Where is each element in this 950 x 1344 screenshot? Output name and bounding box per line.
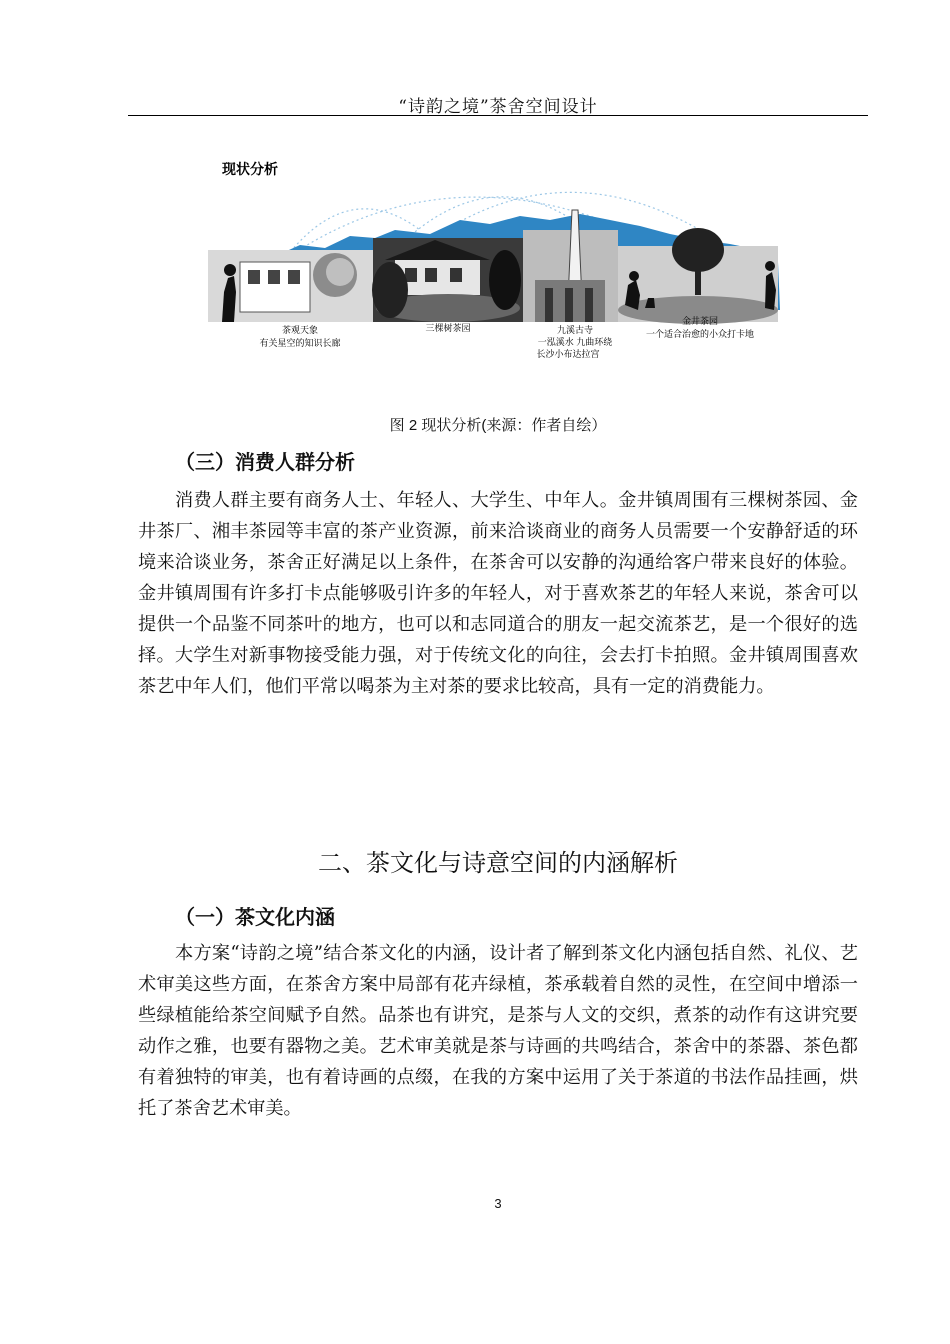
site3-desc-2: 长沙小布达拉宫 [536,349,600,359]
page-number: 3 [494,1196,502,1211]
panel-sankeshu-tea-garden [372,238,523,322]
header-rule [128,115,868,116]
panel-observatory [208,250,373,322]
section-heading-tea-culture: （一）茶文化内涵 [175,907,335,929]
figure-title: 现状分析 [222,161,278,177]
site-analysis-illustration [200,150,785,370]
site1-name: 茶观天象 [281,325,319,335]
figure-caption: 图 2 现状分析(来源：作者自绘） [389,417,607,434]
site4-desc: 一个适合治愈的小众打卡地 [645,329,755,339]
site4-name: 金井茶园 [681,316,719,326]
site2-name: 三棵树茶园 [425,323,471,333]
site-analysis-figure [200,150,785,370]
site3-desc-1: 一泓溪水 九曲环绕 [537,337,613,347]
site1-desc: 有关星空的知识长廊 [259,338,341,348]
section-heading-consumers: （三）消费人群分析 [175,452,355,474]
section-body-consumers: 消费人群主要有商务人士、年轻人、大学生、中年人。金井镇周围有三棵树茶园、金井茶厂、湘丰茶园等丰富的茶产业资源，前来洽谈商业的商务人员需要一个安静舒适的环境来洽谈业务，茶舍正好满足以上条件，在茶舍可以安静的沟通给客户带来良好的体验。金井镇周围有许多打卡点能够吸引许多的年轻人，对于喜欢茶艺的年轻人来说，茶舍可以提供一个品鉴不同茶叶的地方，也可以和志同道合的朋友一起交流茶艺，是一个很好的选择。大学生对新事物接受能力强，对于传统文化的向往，会去打卡拍照。金井镇周围喜欢茶艺中年人们，他们平常以喝茶为主对茶的要求比较高，具有一定的消费能力。 [138,490,858,697]
running-header: “诗韵之境”茶舍空间设计 [398,97,598,117]
section-body-tea-culture: 本方案“诗韵之境”结合茶文化的内涵，设计者了解到茶文化内涵包括自然、礼仪、艺术审美这些方面，在茶舍方案中局部有花卉绿植，茶承载着自然的灵性，在空间中增添一些绿植能给茶空间赋予自然。品茶也有讲究，是茶与人文的交织，煮茶的动作有这讲究要动作之雅，也要有器物之美。艺术审美就是茶与诗画的共鸣结合，茶舍中的茶器、茶色都有着独特的审美，也有着诗画的点缀，在我的方案中运用了关于茶道的书法作品挂画，烘托了茶舍艺术审美。 [138,943,858,1119]
chapter-title: 二、茶文化与诗意空间的内涵解析 [318,850,678,877]
site3-name: 九溪古寺 [556,325,594,335]
